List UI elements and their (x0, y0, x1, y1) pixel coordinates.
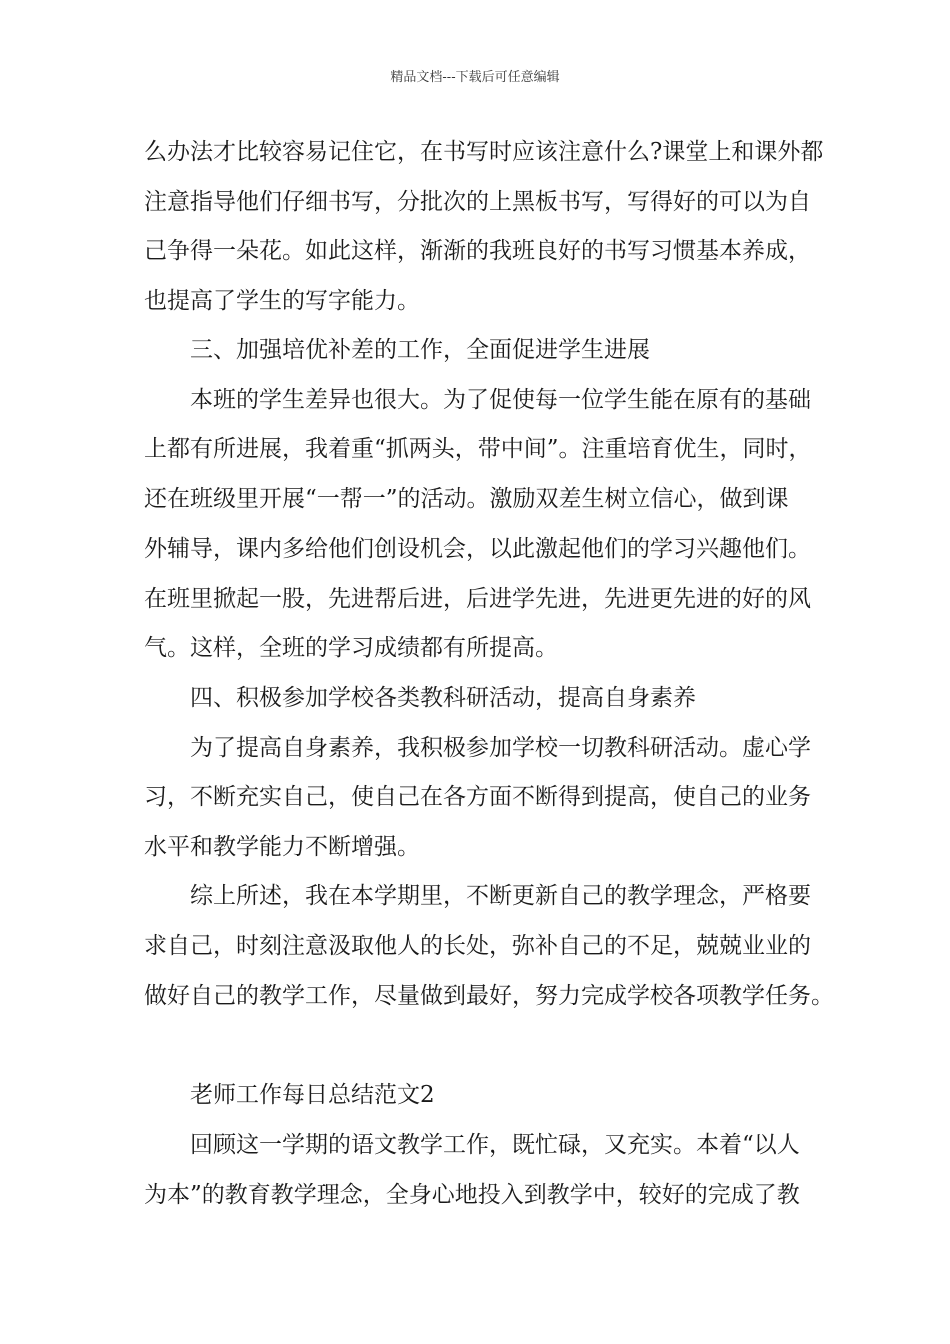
text-line: 还在班级里开展“一帮一”的活动。激励双差生树立信心，做到课 (144, 486, 789, 512)
text-line: 么办法才比较容易记住它，在书写时应该注意什么?课堂上和课外都 (144, 139, 824, 165)
text-line: 求自己，时刻注意汲取他人的长处，弥补自己的不足，兢兢业业的 (144, 933, 811, 959)
text-line: 上都有所进展，我着重“抓两头，带中间”。注重培育优生，同时， (144, 436, 812, 462)
page-header: 精品文档---下载后可任意编辑 (390, 70, 560, 85)
text-line: 外辅导，课内多给他们创设机会，以此激起他们的学习兴趣他们。 (144, 536, 811, 562)
text-line: 注意指导他们仔细书写，分批次的上黑板书写，写得好的可以为自 (144, 189, 811, 215)
text-line: 为本”的教育教学理念，全身心地投入到教学中，较好的完成了教 (144, 1182, 800, 1208)
text-line: 回顾这一学期的语文教学工作，既忙碌，又充实。本着“以人 (190, 1132, 800, 1158)
section-heading: 三、加强培优补差的工作，全面促进学生进展 (190, 337, 650, 363)
text-line: 本班的学生差异也很大。为了促使每一位学生能在原有的基础 (190, 387, 811, 413)
text-line: 为了提高自身素养，我积极参加学校一切教科研活动。虚心学 (190, 735, 811, 761)
text-line: 习，不断充实自己，使自己在各方面不断得到提高，使自己的业务 (144, 784, 811, 810)
article-title: 老师工作每日总结范文2 (190, 1082, 435, 1108)
text-line: 也提高了学生的写字能力。 (144, 288, 420, 314)
text-line: 己争得一朵花。如此这样，渐渐的我班良好的书写习惯基本养成， (144, 238, 811, 264)
text-line: 水平和教学能力不断增强。 (144, 834, 420, 860)
text-line: 气。这样，全班的学习成绩都有所提高。 (144, 635, 558, 661)
text-line: 综上所述，我在本学期里，不断更新自己的教学理念，严格要 (190, 883, 811, 909)
section-heading: 四、积极参加学校各类教科研活动，提高自身素养 (190, 685, 696, 711)
text-line: 做好自己的教学工作，尽量做到最好，努力完成学校各项教学任务。 (144, 983, 834, 1009)
text-line: 在班里掀起一股，先进帮后进，后进学先进，先进更先进的好的风 (144, 586, 811, 612)
